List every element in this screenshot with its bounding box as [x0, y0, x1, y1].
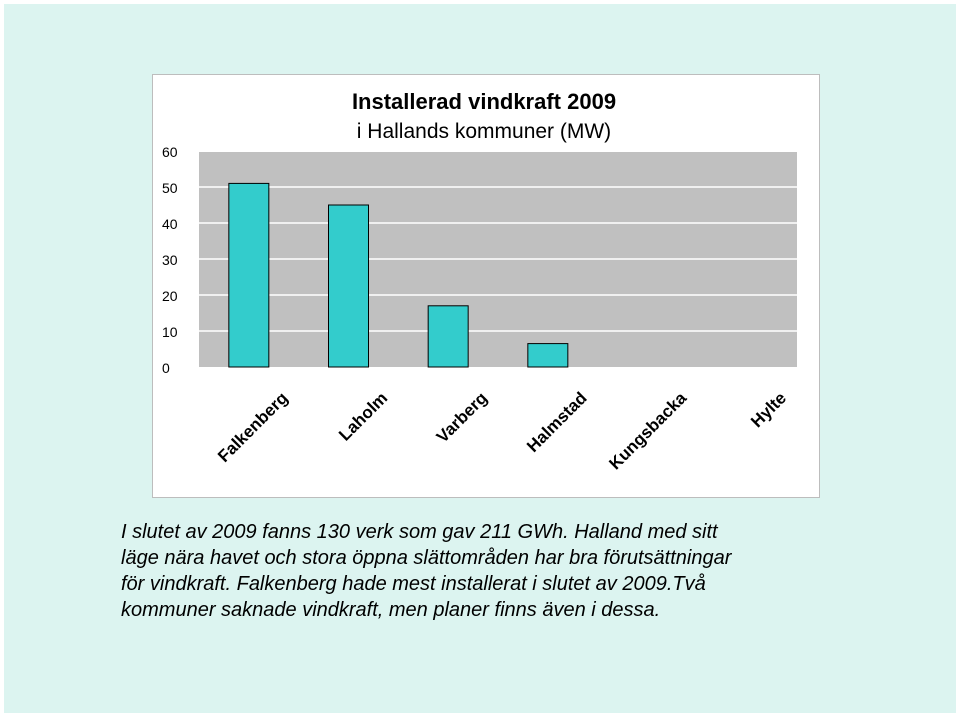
- chart-subtitle: i Hallands kommuner (MW): [356, 120, 612, 143]
- y-tick-label: 10: [162, 324, 178, 340]
- y-tick-label: 40: [162, 216, 178, 232]
- y-tick-label: 50: [162, 180, 178, 196]
- x-tick-label: Falkenberg: [214, 388, 292, 466]
- plot-area-group: [162, 144, 797, 473]
- slide-background: [4, 4, 956, 713]
- y-tick-label: 20: [162, 288, 178, 304]
- caption-line: kommuner saknade vindkraft, men planer finns även i dessa.: [121, 599, 661, 621]
- bar: [428, 306, 468, 367]
- x-tick-label: Kungsbacka: [605, 388, 691, 474]
- y-tick-label: 0: [162, 360, 170, 376]
- caption-text: [121, 519, 881, 623]
- caption-line: läge nära havet och stora öppna slättområden har bra förutsättningar: [121, 547, 732, 569]
- caption-line: för vindkraft. Falkenberg hade mest installerat i slutet av 2009.Två: [121, 573, 706, 595]
- y-tick-label: 60: [162, 144, 178, 160]
- bar: [528, 344, 568, 367]
- y-tick-label: 30: [162, 252, 178, 268]
- x-tick-label: Halmstad: [523, 388, 591, 456]
- caption-line: I slutet av 2009 fanns 130 verk som gav 211 GWh. Halland med sitt: [121, 521, 718, 543]
- x-tick-label: Laholm: [335, 388, 392, 445]
- bar-chart: [153, 75, 821, 499]
- chart-title: Installerad vindkraft 2009: [351, 89, 617, 114]
- chart-frame: [152, 74, 820, 498]
- bar: [329, 205, 369, 367]
- x-tick-label: Hylte: [747, 388, 790, 432]
- x-tick-label: Varberg: [432, 388, 491, 447]
- bar: [229, 183, 269, 367]
